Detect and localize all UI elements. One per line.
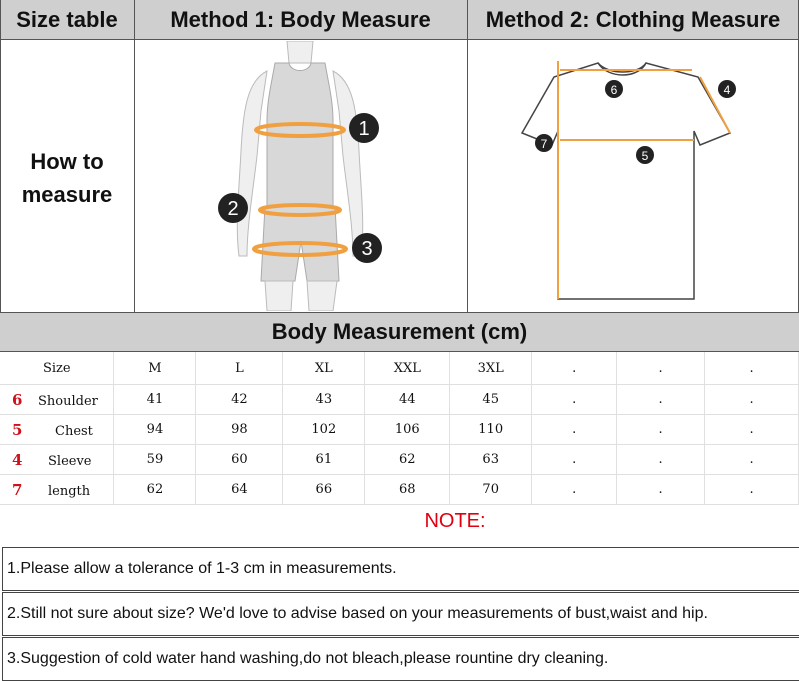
- table-cell: .: [617, 445, 705, 475]
- header-cell: .: [532, 352, 617, 385]
- row-number: 7: [12, 480, 23, 499]
- table-cell: 62: [365, 445, 450, 475]
- table-header-row: [0, 352, 799, 385]
- header-method-2-label: Method 2: Clothing Measure: [485, 6, 781, 32]
- how-to-line-2: measure: [21, 182, 113, 207]
- note-item-1: [2, 547, 799, 591]
- header-method-2: [467, 0, 799, 40]
- how-to-measure: [0, 145, 134, 211]
- table-cell: 45: [450, 385, 532, 415]
- table-cell: 106: [365, 415, 450, 445]
- table-cell: 44: [365, 385, 450, 415]
- table-cell: 70: [450, 475, 532, 505]
- table-cell: .: [532, 385, 617, 415]
- table-cell: .: [532, 415, 617, 445]
- table-row: [0, 385, 799, 415]
- table-cell: .: [617, 475, 705, 505]
- table-cell: 68: [365, 475, 450, 505]
- table-cell: 41: [114, 385, 196, 415]
- header-cell: 3XL: [450, 352, 532, 385]
- row-label: [0, 385, 114, 415]
- table-cell: 42: [196, 385, 283, 415]
- table-cell: 66: [283, 475, 365, 505]
- header-cell: M: [114, 352, 196, 385]
- row-label-text: length: [48, 483, 91, 499]
- table-cell: 98: [196, 415, 283, 445]
- row-label-text: Chest: [55, 423, 93, 439]
- table-row: [0, 475, 799, 505]
- body-figure: [135, 41, 466, 311]
- note-item-2: [2, 592, 799, 636]
- header-size-table: [0, 0, 134, 40]
- row-number: 6: [12, 390, 23, 409]
- table-cell: 110: [450, 415, 532, 445]
- marker-label: 5: [641, 149, 649, 163]
- row-label-text: Shoulder: [38, 393, 98, 409]
- table-cell: 94: [114, 415, 196, 445]
- body-measure-illustration: [135, 41, 466, 311]
- table-cell: 59: [114, 445, 196, 475]
- table-cell: 63: [450, 445, 532, 475]
- tshirt-figure: [468, 41, 798, 311]
- note-title: NOTE:: [424, 510, 486, 532]
- table-cell: 60: [196, 445, 283, 475]
- marker-label: 3: [361, 238, 373, 260]
- how-to-line-1: How to: [30, 149, 104, 174]
- header-method-1-label: Method 1: Body Measure: [170, 6, 431, 32]
- table-cell: .: [617, 385, 705, 415]
- row-number: 5: [12, 420, 23, 439]
- header-method-1: [134, 0, 467, 40]
- header-cell: .: [617, 352, 705, 385]
- row-label-text: Sleeve: [48, 453, 92, 469]
- note-text: 3.Suggestion of cold water hand washing,do not bleach,please rountine dry cleaning.: [7, 650, 609, 667]
- note-text: 2.Still not sure about size? We'd love to advise based on your measurements of bust,waist and hip.: [7, 605, 708, 622]
- table-cell: .: [705, 415, 799, 445]
- table-cell: .: [705, 445, 799, 475]
- header-cell: .: [705, 352, 799, 385]
- marker-label: 2: [227, 198, 239, 220]
- header-size-table-label: Size table: [16, 6, 118, 32]
- table-cell: .: [705, 475, 799, 505]
- note-item-3: [2, 637, 799, 681]
- table-cell: 43: [283, 385, 365, 415]
- table-cell: 102: [283, 415, 365, 445]
- band-title: Body Measurement (cm): [271, 319, 528, 344]
- table-row: [0, 445, 799, 475]
- clothing-measure-illustration: [468, 41, 798, 311]
- row-number: 4: [12, 450, 23, 469]
- marker-label: 7: [540, 137, 548, 151]
- table-cell: 62: [114, 475, 196, 505]
- row-label: [0, 445, 114, 475]
- header-cell: XXL: [365, 352, 450, 385]
- body-measurement-band: [0, 312, 799, 352]
- row-label: [0, 475, 114, 505]
- header-cell: L: [196, 352, 283, 385]
- table-cell: .: [617, 415, 705, 445]
- header-cell: Size: [0, 352, 114, 385]
- table-cell: 61: [283, 445, 365, 475]
- size-table: [0, 352, 799, 505]
- table-cell: .: [705, 385, 799, 415]
- row-label: [0, 415, 114, 445]
- marker-label: 4: [723, 83, 731, 97]
- header-cell: XL: [283, 352, 365, 385]
- table-cell: .: [532, 475, 617, 505]
- marker-label: 6: [610, 83, 618, 97]
- table-cell: .: [532, 445, 617, 475]
- note-text: 1.Please allow a tolerance of 1-3 cm in measurements.: [7, 560, 397, 577]
- table-cell: 64: [196, 475, 283, 505]
- table-row: [0, 415, 799, 445]
- marker-label: 1: [358, 118, 370, 140]
